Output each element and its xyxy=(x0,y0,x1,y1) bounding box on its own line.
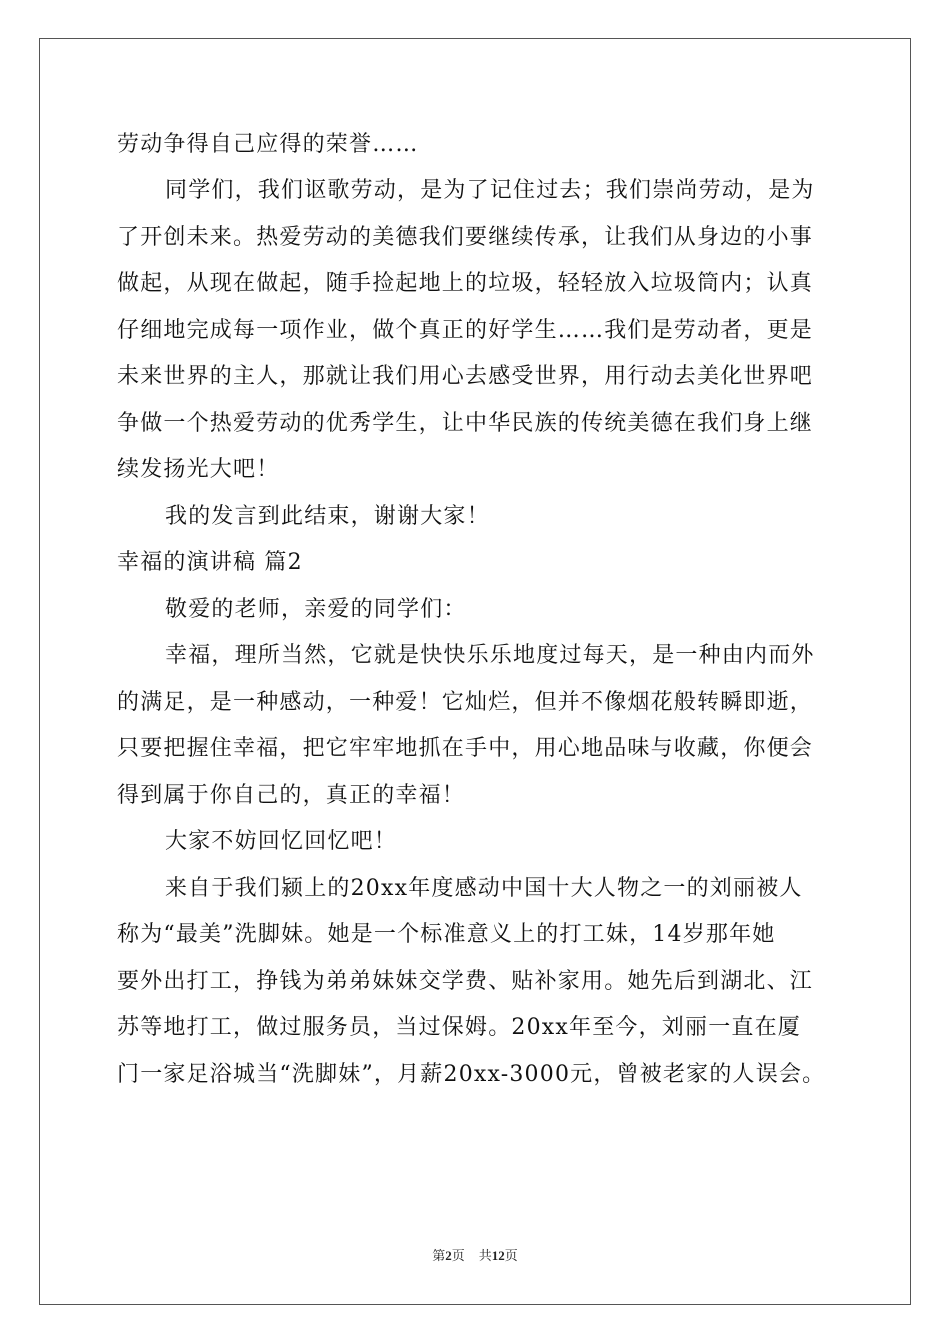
text-line: 要外出打工，挣钱为弟弟妹妹交学费、贴补家用。她先后到湖北、江 xyxy=(117,969,814,994)
paragraph-line: 大家不妨回忆回忆吧！ xyxy=(165,829,398,854)
text-line: 得到属于你自己的，真正的幸福！ xyxy=(117,783,466,808)
total-prefix: 共 xyxy=(478,1248,492,1263)
text-line: 的满足，是一种感动，一种爱！它灿烂，但并不像烟花般转瞬即逝， xyxy=(117,690,814,715)
paragraph-line: 来自于我们颍上的20xx年度感动中国十大人物之一的刘丽被人 xyxy=(165,876,803,901)
text-line: 劳动争得自己应得的荣誉…… xyxy=(117,132,419,157)
page-footer xyxy=(0,1246,950,1266)
closing-line: 我的发言到此结束，谢谢大家！ xyxy=(165,504,490,529)
text-line: 了开创未来。热爱劳动的美德我们要继续传承，让我们从身边的小事 xyxy=(117,225,814,250)
text-line: 只要把握住幸福，把它牢牢地抓在手中，用心地品味与收藏，你便会 xyxy=(117,736,814,761)
salutation-line: 敬爱的老师，亲爱的同学们： xyxy=(165,597,467,622)
text-line: 做起，从现在做起，随手捡起地上的垃圾，轻轻放入垃圾筒内；认真 xyxy=(117,271,814,296)
page-suffix: 页 xyxy=(451,1248,465,1263)
text-line: 仔细地完成每一项作业，做个真正的好学生……我们是劳动者，更是 xyxy=(117,318,814,343)
text-line: 称为“最美”洗脚妹。她是一个标准意义上的打工妹，14岁那年她 xyxy=(117,922,776,947)
text-line: 未来世界的主人，那就让我们用心去感受世界，用行动去美化世界吧 xyxy=(117,364,814,389)
total-pages: 12 xyxy=(491,1248,505,1263)
total-suffix: 页 xyxy=(504,1248,518,1263)
text-line: 续发扬光大吧！ xyxy=(117,457,280,482)
page-number: 2 xyxy=(445,1248,452,1263)
page-prefix: 第 xyxy=(432,1248,446,1263)
section-heading: 幸福的演讲稿 篇2 xyxy=(117,550,303,575)
paragraph-line: 同学们，我们讴歌劳动，是为了记住过去；我们崇尚劳动，是为 xyxy=(165,178,815,203)
paragraph-line: 幸福，理所当然，它就是快快乐乐地度过每天，是一种由内而外 xyxy=(165,643,815,668)
text-line: 门一家足浴城当“洗脚妹”，月薪20xx-3000元，曾被老家的人误会。 xyxy=(117,1062,826,1087)
text-line: 苏等地打工，做过服务员，当过保姆。20xx年至今，刘丽一直在厦 xyxy=(117,1015,802,1040)
text-line: 争做一个热爱劳动的优秀学生，让中华民族的传统美德在我们身上继 xyxy=(117,411,814,436)
